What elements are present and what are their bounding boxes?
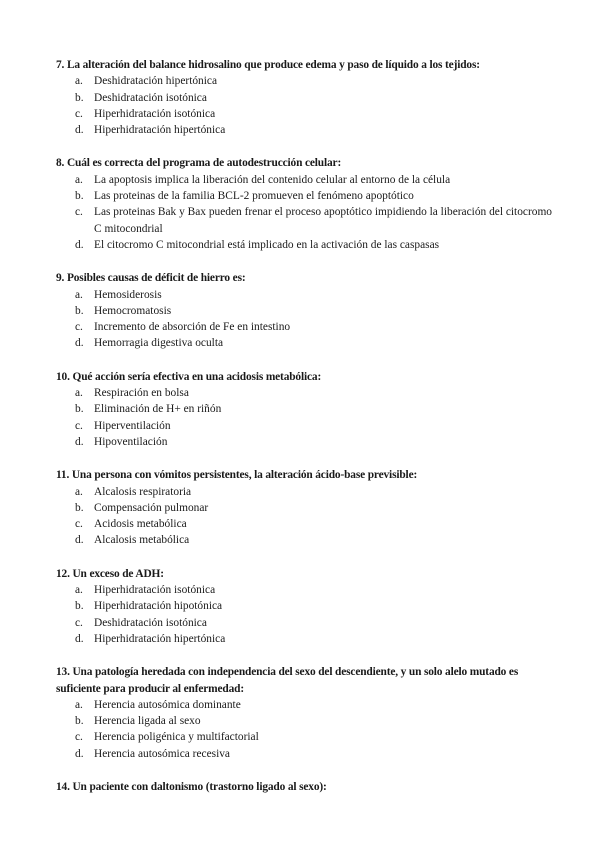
option-list (56, 484, 556, 549)
option-d: d. Hiperhidratación hipertónica (75, 632, 226, 645)
option-a: a. Alcalosis respiratoria (75, 485, 192, 498)
option-c: c. Acidosis metabólica (75, 518, 187, 531)
question-title: 8. Cuál es correcta del programa de autodestrucción celular: (56, 157, 342, 170)
option-d: d. Herencia autosómica recesiva (75, 747, 230, 760)
option-b: b. Las proteinas de la familia BCL-2 promueven el fenómeno apoptótico (75, 190, 414, 203)
option-b: b. Hemocromatosis (75, 304, 172, 317)
option-d: d. Hiperhidratación hipertónica (75, 124, 226, 137)
option-b: b. Eliminación de H+ en riñón (75, 403, 222, 416)
question-9 (56, 270, 556, 351)
option-a: a. Respiración en bolsa (75, 387, 189, 400)
option-a: a. La apoptosis implica la liberación del contenido celular al entorno de la célula (75, 173, 451, 186)
question-12 (56, 566, 556, 647)
document-page (56, 57, 556, 812)
question-title: 9. Posibles causas de déficit de hierro es: (56, 272, 246, 285)
question-13 (56, 664, 556, 762)
option-list (56, 385, 556, 450)
option-c: c. Deshidratación isotónica (75, 616, 207, 629)
question-title: 11. Una persona con vómitos persistentes, la alteración ácido-base previsible: (56, 469, 418, 482)
option-d: d. El citocromo C mitocondrial está implicado en la activación de las caspasas (75, 238, 440, 251)
option-b: b. Deshidratación isotónica (75, 91, 207, 104)
option-list (56, 172, 556, 253)
option-b: b. Herencia ligada al sexo (75, 715, 201, 728)
option-c: c. Las proteinas Bak y Bax pueden frenar el proceso apoptótico impidiendo la liberación del citocromo C mitocondrial (75, 206, 553, 235)
question-7 (56, 57, 556, 138)
option-list (56, 287, 556, 352)
option-list (56, 697, 556, 762)
option-d: d. Alcalosis metabólica (75, 534, 190, 547)
option-list (56, 582, 556, 647)
question-10 (56, 369, 556, 450)
option-a: a. Hiperhidratación isotónica (75, 584, 216, 597)
option-c: c. Hiperventilación (75, 419, 171, 432)
question-title: 13. Una patología heredada con independencia del sexo del descendiente, y un solo alelo mutado es suficiente para producir al enfermedad: (56, 666, 519, 695)
option-c: c. Hiperhidratación isotónica (75, 107, 216, 120)
option-d: d. Hipoventilación (75, 435, 168, 448)
option-b: b. Compensación pulmonar (75, 501, 209, 514)
option-c: c. Herencia poligénica y multifactorial (75, 731, 259, 744)
question-title: 12. Un exceso de ADH: (56, 567, 164, 580)
option-a: a. Deshidratación hipertónica (75, 75, 218, 88)
question-title: 14. Un paciente con daltonismo (trastorno ligado al sexo): (56, 780, 327, 793)
question-title: 7. La alteración del balance hidrosalino que produce edema y paso de líquido a los tejidos: (56, 59, 480, 71)
question-title: 10. Qué acción sería efectiva en una acidosis metabólica: (56, 370, 322, 383)
option-d: d. Hemorragia digestiva oculta (75, 337, 224, 350)
question-14 (56, 779, 556, 795)
option-b: b. Hiperhidratación hipotónica (75, 600, 223, 613)
question-11 (56, 467, 556, 548)
option-a: a. Hemosiderosis (75, 288, 162, 301)
option-c: c. Incremento de absorción de Fe en intestino (75, 321, 291, 334)
option-a: a. Herencia autosómica dominante (75, 698, 241, 711)
question-8 (56, 155, 556, 253)
option-list (56, 73, 556, 138)
